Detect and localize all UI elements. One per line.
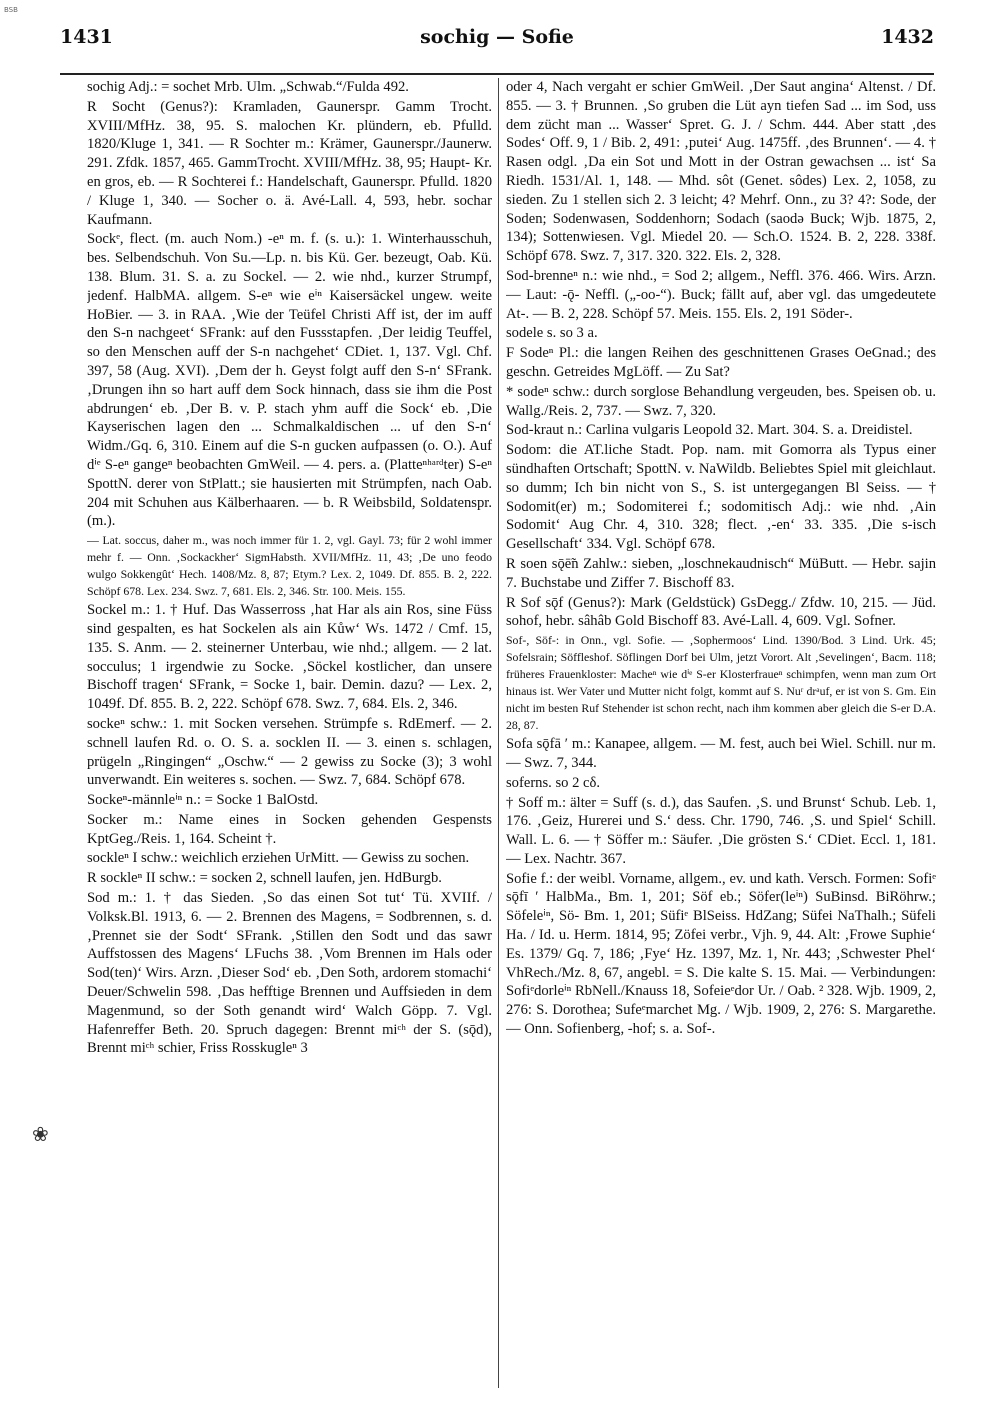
dictionary-entry: Sockᵉ, flect. (m. auch Nom.) -eⁿ m. f. (s. u.): 1. Winterhausschuh, bes. Selbendschuh. Von Su.—Lp. n. bis Kü. Ger. bezeugt, Oab. Kü. 138. Blum. 31. S. a. zu Sockel. — 2. wie nhd., kurzer Strumpf, jedenf. HalbMA. allgem. S-eⁿ wie eⁱⁿ Kaisersäckel ungew. weite HoBier. — 3. in RAA. ‚Wie der Teüfel Christi Aff ist, der im auff den S-n nachgeet‘ SFrank: auf den Fussstapfen. ‚Der leidig Teuffel, so den Menschen auff der S-n nachgehet‘ CDiet. 1, 137. Vgl. Chf. 397, 58 (Aug. XVI). ‚Dem der h. Geyst folgt auff den S-n‘ SFrank. ‚Drungen ihn so hart auff dem Sock hinnach, dass sie ihm die Post abdrungen‘ eb. ‚Der B. v. P. stach yhm auff die Sock‘ eb. ‚Die Kayserischen lagen den ... Schmalkaldischen ... uf den S-n‘ Widm./Gq. 6, 310. Einem auf die S-n gucken aufpassen (o. O.). Auf dⁱᵉ S-eⁿ gangeⁿ beobachten GmWeil. — 4. pers. a. (Platteⁿʰᵃʳᵈter) S-eⁿ SpottN. derer von StPlatt.; sie hausierten mit Strümpfen, nach Oab. 204 mit Schuhen aus Kälberhaaren. — b. R Weibsbild, Soldatenspr. (m.). bbox=[87, 231, 492, 530]
dictionary-entry: Sod-brenneⁿ n.: wie nhd., = Sod 2; allgem., Neffl. 376. 466. Wirs. Arzn. — Laut: -ǭ- Neffl. („-oo-“). Buck; fällt auf, aber vgl. das umgedeutete At-. — B. 2, 228. Schöpf 57. Meis. 155. Els. 2, 191 Söder-. bbox=[506, 267, 936, 322]
left-column bbox=[87, 78, 492, 1408]
dictionary-entry: R sockleⁿ II schw.: = socken 2, schnell laufen, jen. HdBurgb. bbox=[87, 870, 442, 887]
dictionary-entry: Sofie f.: der weibl. Vorname, allgem., ev. und kath. Versch. Formen: Sofiᵉ sǭfī ′ HalbMa., Bm. 1, 201; Söf eb.; Söfer(leⁱⁿ) SuBinsd. BiRöhrw.; Söfeleⁱⁿ, Sö- Bm. 1, 201; Süfiᵉ BlSeiss. HdZang; Süfei NaThalh.; Süfeli Ha. / Id. u. Herm. 1814, 95; Zöfei verbr., Vjh. 9, 44. Alt: ‚Frowe Suphie‘ Es. 1379/ Gq. 7, 186; ‚Fye‘ Hz. 1397, Mz. 1, Nr. 443; ‚Schwester Phel‘ VhRech./Mz. 8, 67, angebl. = S. Die kalte S. 15. Mai. — Verbindungen: Sofiᵉdorleⁱⁿ RbNell./Knauss 18, Sofeieᵉdor Ur. / Oab. ² 328. Wjb. 1909, 2, 276: S. Dorothea; Sufeᵉmarchet Mg. / Wjb. 1909, 2, 276: S. Margarethe. — Onn. Sofienberg, -hof; s. a. Sof-. bbox=[506, 870, 936, 1038]
header-rule bbox=[60, 73, 934, 75]
right-column bbox=[506, 78, 936, 1408]
dictionary-entry: R soen sǭē̃n Zahlw.: sieben, „loschnekaudnisch“ MüButt. — Hebr. sajin 7. Buchstabe und Ziffer 7. Bischoff 83. bbox=[506, 555, 936, 591]
dictionary-entry: sodele s. so 3 a. bbox=[506, 325, 598, 342]
dictionary-entry: * sodeⁿ schw.: durch sorglose Behandlung vergeuden, bes. Speisen ob. u. Wallg./Reis. 2, 737. — Swz. 7, 320. bbox=[506, 383, 936, 419]
running-title: sochig — Sofie bbox=[420, 26, 574, 48]
page-number-right: 1432 bbox=[881, 26, 934, 48]
page-number-left: 1431 bbox=[60, 26, 113, 48]
dictionary-entry: † Soff m.: älter = Suff (s. d.), das Saufen. ‚S. und Brunst‘ Schub. Leb. 1, 176. ‚Geiz, Hurerei und S.‘ dess. Chr. 1790, 746. ‚S. und Spiel‘ Schill. Wall. L. 6. — † Söffer m.: Säufer. ‚Die grösten S.‘ CDiet. Eccl. 1, 181. — Lex. Nachtr. 367. bbox=[506, 794, 936, 867]
dictionary-entry: Sod-kraut n.: Carlina vulgaris Leopold 32. Mart. 304. S. a. Dreidistel. bbox=[506, 422, 913, 439]
dictionary-entry: sochig Adj.: = sochet Mrb. Ulm. „Schwab.“/Fulda 492. bbox=[87, 79, 409, 95]
column-divider bbox=[498, 78, 499, 1388]
dictionary-entry: soferns. so 2 cδ. bbox=[506, 774, 601, 791]
dictionary-entry: — Lat. soccus, daher m., was noch immer für 1. 2, vgl. Gayl. 73; für 2 wohl immer mehr f. — Onn. ‚Sockackher‘ SigmHabsth. XVII/MfHz. 11, 43; ‚De uno feodo wulgo Sokkengût‘ Hech. 1408/Mz. 8, 87; Etym.? Lex. 2, 1049. Df. 855. B. 2, 222. Schöpf 678. Lex. 234. Swz. 7, 681. Els. 2, 346. Str. 100. Meis. 155. bbox=[87, 533, 492, 599]
dictionary-entry: Sofa sǭfā ′ m.: Kanapee, allgem. — M. fest, auch bei Wiel. Schill. nur m. — Swz. 7, 344. bbox=[506, 736, 936, 771]
dictionary-entry: Sockeⁿ-männleⁱⁿ n.: = Socke 1 BalOstd. bbox=[87, 792, 319, 809]
dictionary-entry: Sod m.: 1. † das Sieden. ‚So das einen Sot tut‘ Tü. XVIIf. / Volksk.Bl. 1913, 6. — 2. Brennen des Magens, = Sodbrennen, s. d. ‚Prennet sie der Sodt‘ SFrank. ‚Stillen den Sodt und das sawr Auffstossen des Magens‘ LFuchs 38. ‚Vom Brennen im Hals oder Sod(ten)‘ Wirs. Arzn. ‚Dieser Sod‘ eb. ‚Den Soth, ardorem stomachi‘ Deuer/Schwelin 598. ‚Das hefftige Brennen und Auffsieden in dem Magenmund, so der Soth genandt wird‘ Walch Göpp. 7. Vgl. Hafenreffer Beth. 20. Spruch dagegen: Brennt miᶜʰ der S. (sǭd), Brennt miᶜʰ schier, Friss Rosskugleⁿ 3 bbox=[87, 890, 492, 1057]
dictionary-entry: F Sodeⁿ Pl.: die langen Reihen des geschnittenen Grases OeGnad.; des geschn. Getreides MgLöff. — Zu Sat? bbox=[506, 345, 936, 380]
dictionary-entry: sockeⁿ schw.: 1. mit Socken versehen. Strümpfe s. RdEmerf. — 2. schnell laufen Rd. o. O. S. a. socklen II. — 3. einen s. schlagen, prügeln „Ringingen“ „Oschw.“ — 2 gewiss zu Socke (3); 3 wohl unverwandt. Ein weiteres s. sochen. — Swz. 7, 684. Schöpf 678. bbox=[87, 715, 492, 789]
dictionary-entry: Sodom: die AT.liche Stadt. Pop. nam. mit Gomorra als Typus einer sündhaften Ortschaft; SpottN. v. NaWildb. Beliebtes Spiel mit gleichlaut. so dumm; Ich bin nicht von S., S. ist untergegangen Bl Seiss. — † Sodomit(er) m.; Sodomiterei f.; sodomitisch Adj.: wie nhd. ‚Ain Sodomit‘ Aug Chr. 4, 310. 328; flect. ‚-en‘ 33. 335. ‚Die s-isch Gesellschaft‘ 334. Vgl. Schöpf 678. bbox=[506, 442, 936, 553]
dictionary-entry: sockleⁿ I schw.: weichlich erziehen UrMitt. — Gewiss zu sochen. bbox=[87, 850, 470, 867]
dictionary-entry: Sof-, Söf-: in Onn., vgl. Sofie. — ‚Sophermoos‘ Lind. 1390/Bod. 3 Lind. Urk. 45; Sofelsrain; Söffleshof. Söflingen Dorf bei Ulm, jetzt Vorort. Alt ‚Sevelingen‘, Bacm. 118; früheres Frauenkloster: Macheⁿ wie dⁱᵉ S-er Klosterfraueⁿ schimpfen, wenn man zum Ort hinaus ist. Wer Vater und Mutter nicht folgt, kommt auf S. Nuʳ drᵃuf, er ist von S. Gm. Ein nicht im besten Ruf Stehender ist schon recht, nach ihm kommen aber gleich die S-er D.A. 28, 87. bbox=[506, 633, 936, 733]
dictionary-entry: Sockel m.: 1. † Huf. Das Wasserross ‚hat Har als ain Ros, sine Füss sind gespalten, es hat Sockelen als ain Kůw‘ Ws. 1472 / Cmf. 15, 135. S. Anm. — 2. steinerner Unterbau, wie nhd.; allgem. — 2 lat. socculus; 1 irgendwie zu Socke. ‚Söckel kostlicher, dan unsere Bischoff tragen‘ SFrank, = Socke 1, bair. Demin. dazu? — Lex. 2, 1049f. Df. 855. B. 2, 222. Schöpf 678. Swz. 7, 684. Els. 2, 346. bbox=[87, 602, 492, 713]
dictionary-entry: R Sof sǭf (Genus?): Mark (Geldstück) GsDegg./ Zfdw. 10, 215. — Jüd. sohof, hebr. sâhâb Gold Bischoff 83. Avé-Lall. 4, 609. Vgl. Sofner. bbox=[506, 594, 936, 630]
page-header bbox=[60, 26, 934, 56]
library-stamp: BSB bbox=[4, 6, 18, 14]
dictionary-entry: Socker m.: Name eines in Socken gehenden Gespensts KptGeg./Reis. 1, 164. Scheint †. bbox=[87, 811, 492, 847]
dictionary-entry: oder 4, Nach vergaht er schier GmWeil. ‚Der Saut angina‘ Altenst. / Df. 855. — 3. † Brunnen. ‚So gruben die Lüt ayn tiefen Sad ... im Sod, uss dem zücht man ... Wasser‘ Spret. G. J. / Schm. 444. Aber statt ‚des Sodes‘ Off. 9, 1 / Bib. 2, 491: ‚putei‘ Aug. 1475ff. ‚des Brunnen‘. — 4. † Rasen odgl. ‚Da ein Sot und Mott in der Ostran gewachsen ... ist‘ Sa Riedh. 1531/Al. 1, 148. — Mhd. sôt (Genet. sôdes) Lex. 2, 1058, zu sieden. Zu 1 stellen sich 2. 3 leicht; 4? Mehrf. Onn., zu 3? 4?: Sode, der Soden; Sodenwasen, Soddenhorn; Sodach (saodə Buck; Wjb. 1875, 2, 134); Sottenwiesen. Vgl. Miedel 20. — Sch.O. 1524. B. 2, 228. 338f. Schöpf 678. Swz. 7, 317. 320. 322. Els. 2, 328. bbox=[506, 79, 936, 265]
dictionary-entry: R Socht (Genus?): Kramladen, Gaunerspr. Gamm Trocht. XVIII/MfHz. 38, 95. S. malochen Kr. plündern, eb. Pfulld. 1820/Kluge 1, 341. — R Sochter m.: Krämer, Gaunerspr./Jaunerw. 291. Zfdk. 1857, 465. GammTrocht. XVIII/MfHz. 38, 95; Haupt- Kr. en gros, eb. — R Sochterei f.: Handelschaft, Gaunerspr. Pfulld. 1820 / Kluge 1, 340. — Socher o. ä. Avé-Lall. 4, 593, hebr. sochar Kaufmann. bbox=[87, 98, 492, 228]
margin-mark: ❀ bbox=[32, 1122, 49, 1146]
